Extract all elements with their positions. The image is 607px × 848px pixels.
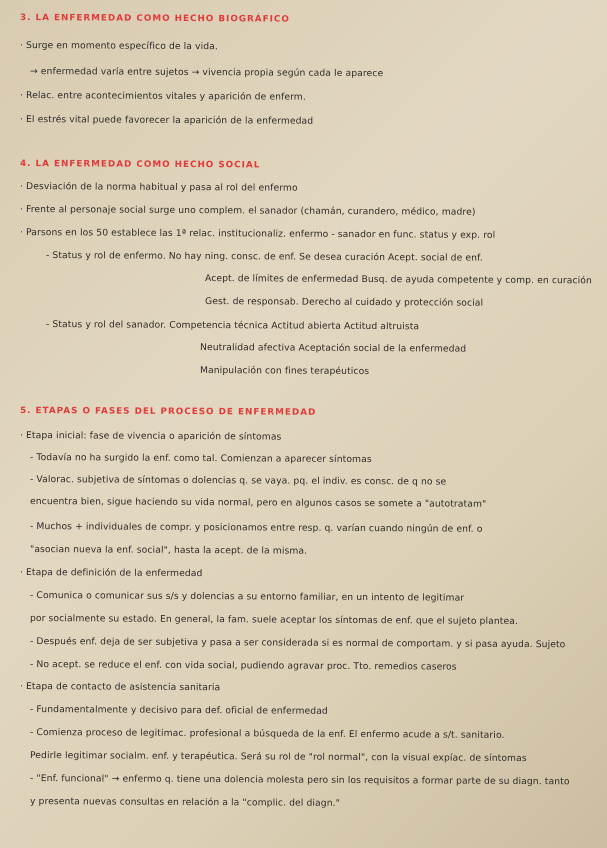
text-line: - Comienza proceso de legitimac. profesional a búsqueda de la enf. El enfermo acude a s/t. sanitario.: [29, 727, 505, 741]
text-line: · Frente al personaje social surge uno complem. el sanador (chamán, curandero, médico, madre): [19, 204, 476, 218]
text-line: Manipulación con fines terapéuticos: [199, 365, 370, 378]
text-line: - Después enf. deja de ser subjetiva y pasa a ser considerada si es normal de comportam. y si pasa ayuda. Sujeto: [29, 636, 566, 651]
text-line: "asocian nueva la enf. social", hasta la acept. de la misma.: [29, 544, 308, 557]
text-line: · Parsons en los 50 establece las 1ª relac. institucionaliz. enfermo - sanador en func. status y exp. rol: [19, 227, 496, 241]
text-line: - Valorac. subjetiva de síntomas o dolencias q. se vaya. pq. el indiv. es consc. de q no se: [29, 474, 447, 488]
text-line: Acept. de límites de enfermedad Busq. de ayuda competente y comp. en curación: [204, 273, 593, 287]
text-line: Pedirle legitimar socialm. enf. y terapéutica. Será su rol de "rol normal", con la visual expíac. de síntomas: [29, 750, 527, 765]
text-line: y presenta nuevas consultas en relación a la "complic. del diagn.": [29, 796, 341, 809]
subheading: · Etapa de contacto de asistencia sanitaria: [19, 681, 221, 694]
text-line: → enfermedad varía entre sujetos → vivencia propia según cada le aparece: [29, 66, 384, 80]
heading-section-5: 5. ETAPAS O FASES DEL PROCESO DE ENFERMEDAD: [19, 406, 317, 418]
text-line: - No acept. se reduce el enf. con vida social, pudiendo agravar proc. Tto. remedios caseros: [29, 659, 457, 673]
text-line: - "Enf. funcional" → enfermo q. tiene una dolencia molesta pero sin los requisitos a formar parte de su diagn. tanto: [29, 773, 570, 788]
subheading: · Etapa inicial: fase de vivencia o aparición de síntomas: [19, 430, 282, 443]
text-line: - Status y rol de enfermo. No hay ning. consc. de enf. Se desea curación Acept. social de enf.: [45, 250, 483, 264]
text-line: · Surge en momento específico de la vida.: [19, 40, 218, 53]
text-line: - Muchos + individuales de compr. y posicionamos entre resp. q. varían cuando ningún de enf. o: [29, 521, 483, 535]
heading-section-4: 4. LA ENFERMEDAD COMO HECHO SOCIAL: [19, 159, 261, 171]
text-line: encuentra bien, sigue haciendo su vida normal, pero en algunos casos se somete a "autotratam": [29, 496, 487, 510]
text-line: - Status y rol del sanador. Competencia técnica Actitud abierta Actitud altruista: [45, 319, 420, 333]
heading-section-3: 3. LA ENFERMEDAD COMO HECHO BIOGRÁFICO: [19, 13, 290, 25]
text-line: Neutralidad afectiva Aceptación social de la enfermedad: [199, 342, 467, 355]
text-line: · Desviación de la norma habitual y pasa al rol del enfermo: [19, 181, 298, 194]
text-line: Gest. de responsab. Derecho al cuidado y protección social: [204, 296, 484, 309]
text-line: - Todavía no ha surgido la enf. como tal. Comienzan a aparecer síntomas: [29, 452, 372, 466]
subheading: · Etapa de definición de la enfermedad: [19, 567, 203, 580]
text-line: - Comunica o comunicar sus s/s y dolencias a su entorno familiar, en un intento de legitimar: [29, 590, 465, 604]
text-line: - Fundamentalmente y decisivo para def. oficial de enfermedad: [29, 704, 328, 717]
text-line: · El estrés vital puede favorecer la aparición de la enfermedad: [19, 114, 314, 127]
text-line: · Relac. entre acontecimientos vitales y aparición de enferm.: [19, 90, 306, 103]
text-line: por socialmente su estado. En general, la fam. suele aceptar los síntomas de enf. que el sujeto plantea.: [29, 613, 519, 627]
